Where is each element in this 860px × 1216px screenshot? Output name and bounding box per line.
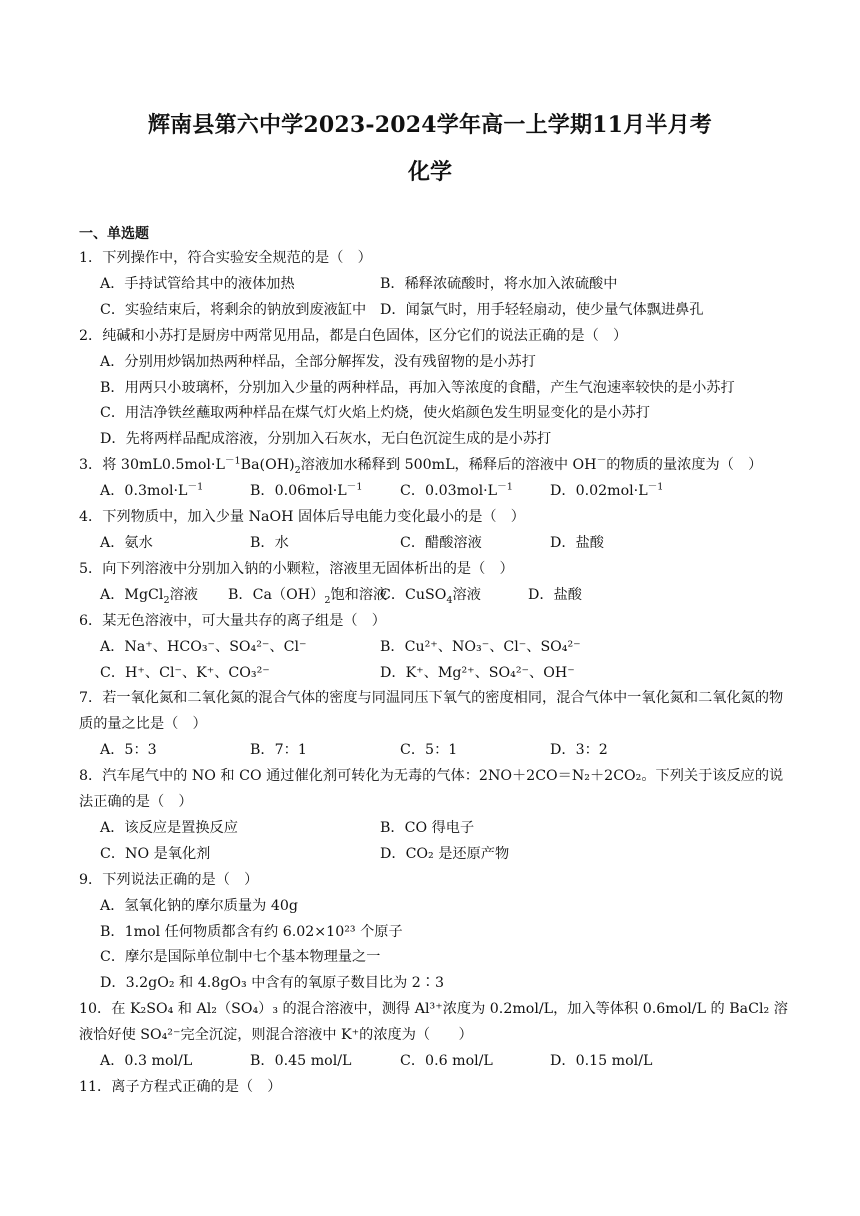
option-c: C．5：1 — [400, 742, 458, 759]
section-heading: 一、单选题 — [79, 226, 149, 242]
option-c: C．0.6 mol/L — [400, 1053, 493, 1070]
option-b: B．$0.06mol\cdot L^{-1}$ — [250, 481, 363, 500]
question-7-options — [79, 738, 789, 764]
option-c: C．实验结束后，将剩余的钠放到废液缸中 — [100, 301, 367, 318]
option-d: D．0.15 mol/L — [550, 1053, 653, 1070]
option-c: C．NO 是氧化剂 — [100, 845, 211, 862]
question-9-options — [79, 894, 789, 998]
option-a: A．手持试管给其中的液体加热 — [100, 275, 295, 292]
question-2: 2．纯碱和小苏打是厨房中两常见用品，都是白色固体，区分它们的说法正确的是（ ） — [79, 327, 628, 344]
subject-title: 化学 — [407, 159, 452, 185]
question-4-options — [79, 531, 789, 557]
page-title: 辉南县第六中学2023-2024学年高一上学期11月半月考 — [147, 112, 712, 138]
option-d: D．3.2gO₂ 和 4.8gO₃ 中含有的氧原子数目比为 2∶3 — [100, 975, 445, 992]
option-b: B．1mol 任何物质都含有约 6.02×10²³ 个原子 — [100, 923, 403, 940]
option-d: D．盐酸 — [550, 534, 604, 551]
question-1-options — [79, 272, 789, 324]
option-b: B．$Ca(OH)_2$饱和溶液 — [228, 586, 388, 606]
option-c: C．用洁净铁丝蘸取两种样品在煤气灯火焰上灼烧，使火焰颜色发生明显变化的是小苏打 — [100, 405, 650, 422]
option-c: C．醋酸溶液 — [400, 534, 482, 551]
question-10-options — [79, 1049, 789, 1075]
option-b: B．CO 得电子 — [380, 819, 475, 836]
option-a: A．Na⁺、HCO₃⁻、SO₄²⁻、Cl⁻ — [100, 638, 307, 655]
option-c: C．$0.03mol\cdot L^{-1}$ — [400, 481, 513, 500]
question-7: 7．若一氧化氮和二氧化氮的混合气体的密度与同温同压下氧气的密度相同，混合气体中一氧化氮和二氧化氮的物质的量之比是（ ） — [79, 690, 784, 733]
question-11: 11．离子方程式正确的是（ ） — [79, 1079, 282, 1095]
option-b: B．7：1 — [250, 742, 307, 759]
option-b: B．用两只小玻璃杯，分别加入少量的两种样品，再加入等浓度的食醋，产生气泡速率较快的是小苏打 — [100, 379, 735, 396]
option-a: A．MgCl$_2$溶液 — [100, 586, 198, 606]
option-a: A．分别用炒锅加热两种样品，全部分解挥发，没有残留物的是小苏打 — [100, 353, 536, 370]
question-1: 1．下列操作中，符合实验安全规范的是（ ） — [79, 250, 372, 266]
option-a: A．该反应是置换反应 — [100, 819, 238, 836]
option-d: D．先将两样品配成溶液，分别加入石灰水，无白色沉淀生成的是小苏打 — [100, 431, 552, 448]
question-2-options — [79, 350, 789, 454]
option-b: B．水 — [250, 534, 289, 551]
option-b: B．Cu²⁺、NO₃⁻、Cl⁻、SO₄²⁻ — [380, 638, 581, 655]
question-10: 10．在 K₂SO₄ 和 Al₂（SO₄）₃ 的混合溶液中，测得 Al³⁺浓度为 0.2mol/L，加入等体积 0.6mol/L 的 BaCl₂ 溶液恰好使 SO₄²⁻完全沉淀，则混合溶液中 K⁺的浓度为（ ） — [79, 1001, 788, 1044]
option-b: B．0.45 mol/L — [250, 1053, 352, 1070]
question-9: 9．下列说法正确的是（ ） — [79, 871, 259, 888]
question-list — [79, 246, 789, 1101]
option-c: C．H⁺、Cl⁻、K⁺、CO₃²⁻ — [100, 664, 270, 681]
question-4: 4．下列物质中，加入少量 NaOH 固体后导电能力变化最小的是（ ） — [79, 509, 525, 526]
question-8-options — [79, 816, 789, 868]
question-6-options — [79, 635, 789, 687]
question-6: 6．某无色溶液中，可大量共存的离子组是（ ） — [79, 612, 386, 629]
option-d: D．闻氯气时，用手轻轻扇动，使少量气体飘进鼻孔 — [380, 301, 704, 318]
option-b: B．稀释浓硫酸时，将水加入浓硫酸中 — [380, 275, 618, 292]
question-5-options — [79, 583, 789, 609]
option-d: D．K⁺、Mg²⁺、SO₄²⁻、OH⁻ — [380, 664, 575, 681]
option-d: D．CO₂ 是还原产物 — [380, 845, 510, 862]
option-d: D．3：2 — [550, 742, 608, 759]
option-a: A．氨水 — [100, 534, 153, 551]
option-c: C．CuSO$_4$溶液 — [380, 586, 481, 606]
option-d: D．$0.02mol\cdot L^{-1}$ — [550, 481, 664, 500]
option-a: A．氢氧化钠的摩尔质量为 40g — [100, 897, 298, 914]
option-c: C．摩尔是国际单位制中七个基本物理量之一 — [100, 949, 381, 966]
question-3: 3．将 $30mL0.5mol\cdot L^{-1}Ba(OH)_2$溶液加水稀释到 500mL，稀释后的溶液中 OH－的物质的量浓度为（ ） — [79, 455, 763, 477]
question-8: 8．汽车尾气中的 NO 和 CO 通过催化剂可转化为无毒的气体：2NO＋2CO＝N₂＋2CO₂。下列关于该反应的说法正确的是（ ） — [79, 768, 784, 811]
option-d: D．盐酸 — [528, 586, 582, 603]
question-5: 5．向下列溶液中分别加入钠的小颗粒，溶液里无固体析出的是（ ） — [79, 560, 514, 577]
option-a: A．$0.3mol\cdot L^{-1}$ — [100, 481, 204, 500]
option-a: A．0.3 mol/L — [100, 1053, 193, 1070]
question-3-options — [79, 479, 789, 505]
option-a: A．5：3 — [100, 742, 157, 759]
